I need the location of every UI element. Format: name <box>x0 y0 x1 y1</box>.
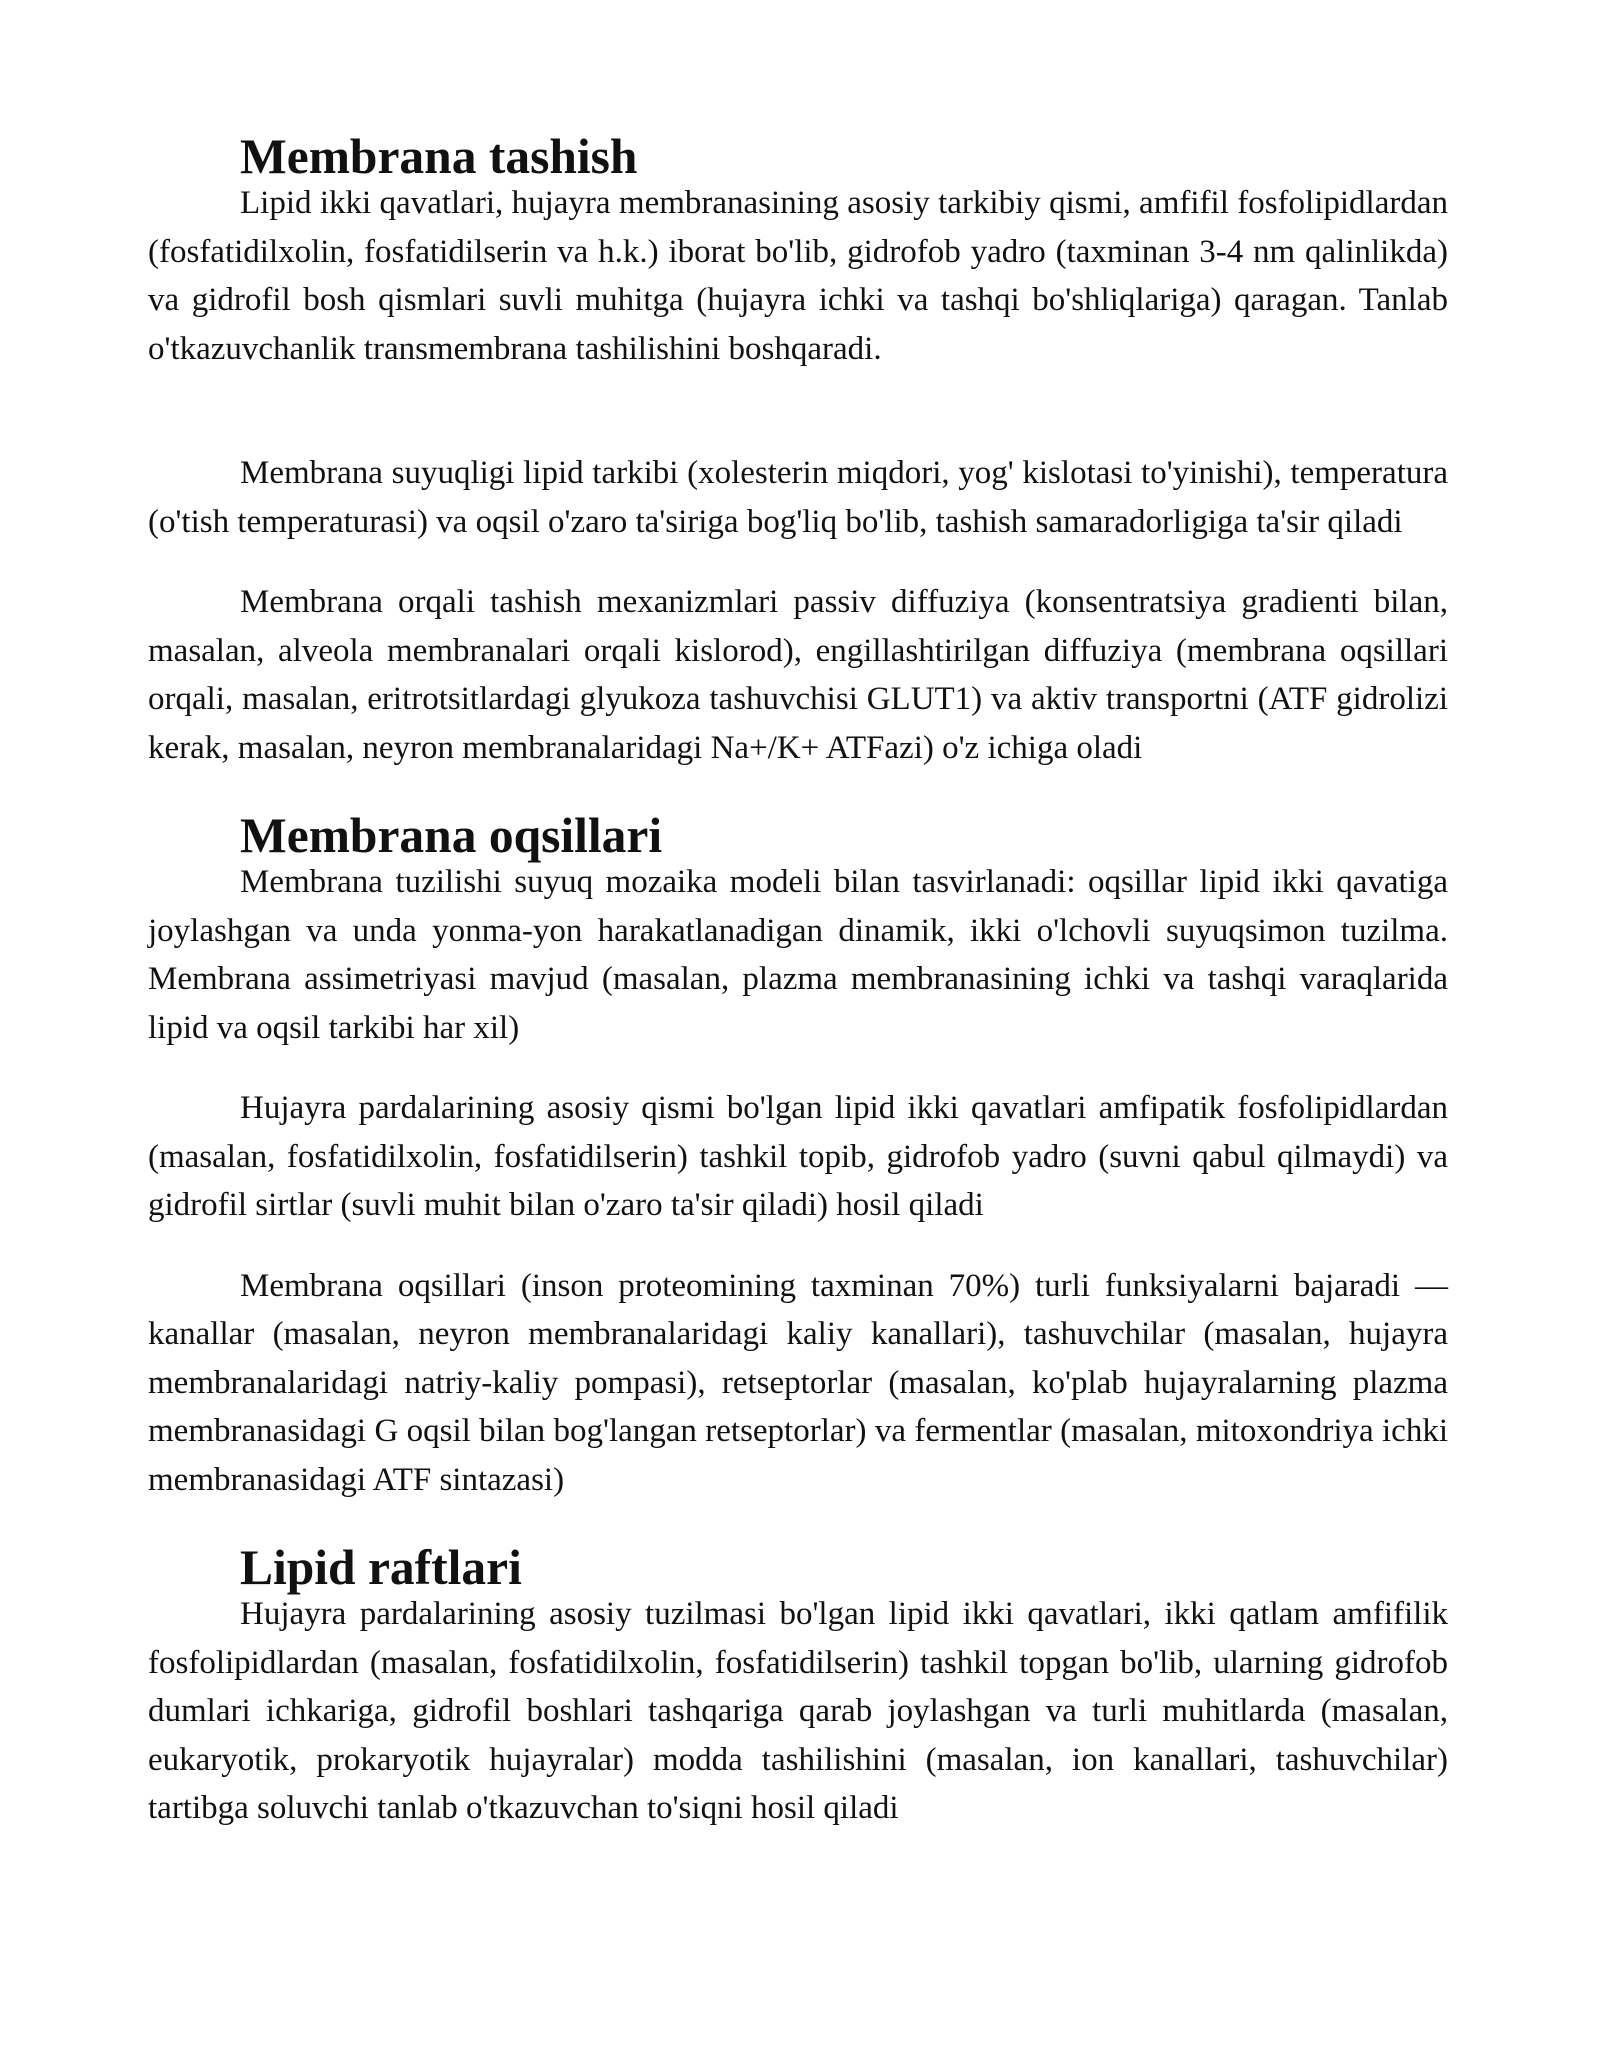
paragraph: Membrana suyuqligi lipid tarkibi (xolesterin miqdori, yog' kislotasi to'yinishi), temperatura (o'tish temperaturasi) va oqsil o'zaro ta'siriga bog'liq bo'lib, tashish samaradorligiga ta'sir qiladi <box>148 455 1448 540</box>
paragraph: Membrana orqali tashish mexanizmlari passiv diffuziya (konsentratsiya gradienti bilan, masalan, alveola membranalari orqali kislorod), engillashtirilgan diffuziya (membrana oqsillari orqali, masalan, eritrotsitlardagi glyukoza tashuvchisi GLUT1) va aktiv transportni (ATF gidrolizi kerak, masalan, neyron membranalaridagi Na+/K+ ATFazi) o'z ichiga oladi <box>148 584 1448 766</box>
section-heading-lipid-raftlari: Lipid raftlari <box>240 1540 522 1595</box>
paragraph: Hujayra pardalarining asosiy tuzilmasi bo'lgan lipid ikki qavatlari, ikki qatlam amfifilik fosfolipidlardan (masalan, fosfatidilxolin, fosfatidilserin) tashkil topgan bo'lib, ularning gidrofob dumlari ichkariga, gidrofil boshlari tashqariga qarab joylashgan va turli muhitlarda (masalan, eukaryotik, prokaryotik hujayralar) modda tashilishini (masalan, ion kanallari, tashuvchilar) tartibga soluvchi tanlab o'tkazuvchan to'siqni hosil qiladi <box>148 1596 1448 1826</box>
paragraph: Membrana tuzilishi suyuq mozaika modeli bilan tasvirlanadi: oqsillar lipid ikki qavatiga joylashgan va unda yonma-yon harakatlanadigan dinamik, ikki o'lchovli suyuqsimon tuzilma. Membrana assimetriyasi mavjud (masalan, plazma membranasining ichki va tashqi varaqlarida lipid va oqsil tarkibi har xil) <box>148 864 1448 1046</box>
paragraph: Membrana oqsillari (inson proteomining taxminan 70%) turli funksiyalarni bajaradi — kanallar (masalan, neyron membranalaridagi kaliy kanallari), tashuvchilar (masalan, hujayra membranalaridagi natriy-kaliy pompasi), retseptorlar (masalan, ko'plab hujayralarning plazma membranasidagi G oqsil bilan bog'langan retseptorlar) va fermentlar (masalan, mitoxondriya ichki membranasidagi ATF sintazasi) <box>148 1267 1448 1498</box>
paragraph: Lipid ikki qavatlari, hujayra membranasining asosiy tarkibiy qismi, amfifil fosfolipidlardan (fosfatidilxolin, fosfatidilserin va h.k.) iborat bo'lib, gidrofob yadro (taxminan 3-4 nm qalinlikda) va gidrofil bosh qismlari suvli muhitga (hujayra ichki va tashqi bo'shliqlariga) qaragan. Tanlab o'tkazuvchanlik transmembrana tashilishini boshqaradi. <box>148 185 1448 367</box>
document-page <box>148 129 1448 1833</box>
paragraph: Hujayra pardalarining asosiy qismi bo'lgan lipid ikki qavatlari amfipatik fosfolipidlardan (masalan, fosfatidilxolin, fosfatidilserin) tashkil topib, gidrofob yadro (suvni qabul qilmaydi) va gidrofil sirtlar (suvli muhit bilan o'zaro ta'sir qiladi) hosil qiladi <box>148 1090 1448 1223</box>
section-heading-membrana-oqsillari: Membrana oqsillari <box>240 808 663 863</box>
section-heading-membrana-tashish: Membrana tashish <box>240 129 638 184</box>
